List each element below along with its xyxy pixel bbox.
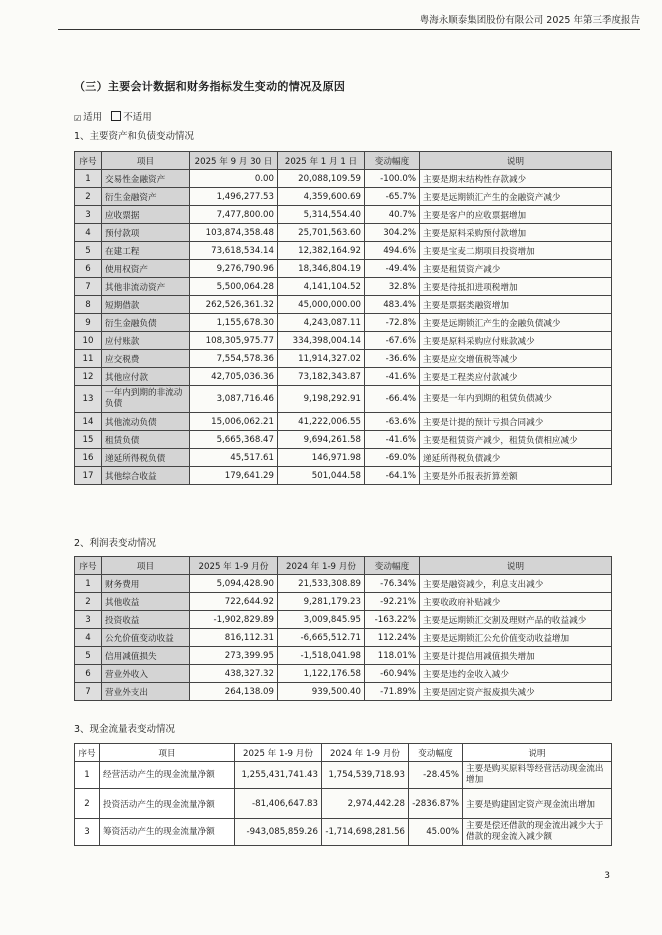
value-prior: 4,243,087.11 (278, 314, 365, 332)
value-current: -1,902,829.89 (190, 611, 278, 629)
row-number: 5 (75, 242, 102, 260)
value-current: 5,665,368.47 (190, 431, 278, 449)
value-prior: -1,518,041.98 (278, 647, 365, 665)
value-prior: 45,000,000.00 (278, 296, 365, 314)
header-divider (58, 29, 640, 30)
table-row (75, 575, 612, 593)
table-row (75, 242, 612, 260)
change-rate: -69.0% (365, 449, 420, 467)
value-prior: 146,971.98 (278, 449, 365, 467)
row-number: 12 (75, 368, 102, 386)
unchecked-checkbox-icon (111, 111, 121, 121)
item-name: 应付账款 (102, 332, 190, 350)
explanation: 递延所得税负债减少 (420, 449, 612, 467)
item-name: 营业外支出 (102, 683, 190, 701)
value-prior: 939,500.40 (278, 683, 365, 701)
item-name: 一年内到期的非流动负债 (102, 386, 190, 413)
explanation: 主要是违约金收入减少 (420, 665, 612, 683)
change-rate: -2836.87% (409, 789, 463, 819)
row-number: 3 (75, 206, 102, 224)
value-current: 273,399.95 (190, 647, 278, 665)
row-number: 10 (75, 332, 102, 350)
table-row (75, 224, 612, 242)
row-number: 3 (75, 611, 102, 629)
explanation: 主要是外币报表折算差额 (420, 467, 612, 485)
item-name: 其他综合收益 (102, 467, 190, 485)
item-name: 应交税费 (102, 350, 190, 368)
item-name: 使用权资产 (102, 260, 190, 278)
table-row (75, 170, 612, 188)
change-rate: -163.22% (365, 611, 420, 629)
row-number: 1 (75, 170, 102, 188)
value-prior: 1,754,539,718.93 (322, 762, 409, 789)
row-number: 7 (75, 683, 102, 701)
table-row (75, 647, 612, 665)
table-row (75, 278, 612, 296)
row-number: 2 (75, 188, 102, 206)
value-current: 73,618,534.14 (190, 242, 278, 260)
table-row (75, 350, 612, 368)
row-number: 11 (75, 350, 102, 368)
row-number: 4 (75, 629, 102, 647)
explanation: 主要是购买原料等经营活动现金流出增加 (463, 762, 612, 789)
value-prior: 9,198,292.91 (278, 386, 365, 413)
column-header: 说明 (420, 557, 612, 575)
value-prior: 11,914,327.02 (278, 350, 365, 368)
value-prior: 1,122,176.58 (278, 665, 365, 683)
column-header: 2025 年 1-9 月份 (190, 557, 278, 575)
column-header: 说明 (463, 744, 612, 762)
item-name: 筹资活动产生的现金流量净额 (100, 819, 235, 846)
table-row (75, 629, 612, 647)
change-rate: 32.8% (365, 278, 420, 296)
value-current: -943,085,859.26 (235, 819, 322, 846)
value-prior: 18,346,804.19 (278, 260, 365, 278)
explanation: 主要是租赁资产减少 (420, 260, 612, 278)
change-rate: -63.6% (365, 413, 420, 431)
row-number: 9 (75, 314, 102, 332)
table-row (75, 260, 612, 278)
item-name: 衍生金融负债 (102, 314, 190, 332)
row-number: 8 (75, 296, 102, 314)
change-rate: -67.6% (365, 332, 420, 350)
table2-caption: 2、利润表变动情况 (74, 538, 157, 549)
change-rate: 40.7% (365, 206, 420, 224)
table-row (75, 683, 612, 701)
table-header-row (75, 557, 612, 575)
explanation: 主要是远期锁汇产生的金融负债减少 (420, 314, 612, 332)
column-header: 项目 (102, 557, 190, 575)
row-number: 6 (75, 665, 102, 683)
cash-flow-table (74, 743, 612, 846)
item-name: 在建工程 (102, 242, 190, 260)
item-name: 其他非流动资产 (102, 278, 190, 296)
value-prior: 5,314,554.40 (278, 206, 365, 224)
explanation: 主要是票据类融资增加 (420, 296, 612, 314)
change-rate: -36.6% (365, 350, 420, 368)
value-current: 3,087,716.46 (190, 386, 278, 413)
change-rate: 494.6% (365, 242, 420, 260)
value-prior: 501,044.58 (278, 467, 365, 485)
value-prior: 2,974,442.28 (322, 789, 409, 819)
explanation: 主要是待抵扣进项税增加 (420, 278, 612, 296)
explanation: 主要是原料采购应付账款减少 (420, 332, 612, 350)
table-row (75, 368, 612, 386)
column-header: 项目 (100, 744, 235, 762)
change-rate: -65.7% (365, 188, 420, 206)
value-prior: 73,182,343.87 (278, 368, 365, 386)
item-name: 其他收益 (102, 593, 190, 611)
explanation: 主要是偿还借款的现金流出减少大于借款的现金流入减少额 (463, 819, 612, 846)
column-header: 变动幅度 (365, 152, 420, 170)
value-prior: 3,009,845.95 (278, 611, 365, 629)
item-name: 其他流动负债 (102, 413, 190, 431)
value-current: 108,305,975.77 (190, 332, 278, 350)
table1-caption: 1、主要资产和负债变动情况 (74, 131, 195, 142)
change-rate: 112.24% (365, 629, 420, 647)
explanation: 主要是固定资产报废损失减少 (420, 683, 612, 701)
column-header: 序号 (75, 152, 102, 170)
row-number: 1 (75, 762, 100, 789)
explanation: 主要是计提的预计亏损合同减少 (420, 413, 612, 431)
value-current: -81,406,647.83 (235, 789, 322, 819)
value-prior: 9,694,261.58 (278, 431, 365, 449)
item-name: 递延所得税负债 (102, 449, 190, 467)
item-name: 信用减值损失 (102, 647, 190, 665)
applicable-label: 适用 (83, 112, 103, 123)
value-current: 438,327.32 (190, 665, 278, 683)
table-row (75, 593, 612, 611)
change-rate: -41.6% (365, 368, 420, 386)
change-rate: -72.8% (365, 314, 420, 332)
item-name: 投资活动产生的现金流量净额 (100, 789, 235, 819)
value-current: 722,644.92 (190, 593, 278, 611)
table-row (75, 789, 612, 819)
row-number: 14 (75, 413, 102, 431)
change-rate: 483.4% (365, 296, 420, 314)
value-prior: 334,398,004.14 (278, 332, 365, 350)
table-row (75, 431, 612, 449)
table-row (75, 206, 612, 224)
row-number: 13 (75, 386, 102, 413)
item-name: 公允价值变动收益 (102, 629, 190, 647)
value-current: 264,138.09 (190, 683, 278, 701)
change-rate: -100.0% (365, 170, 420, 188)
table-row (75, 296, 612, 314)
row-number: 2 (75, 593, 102, 611)
explanation: 主要收政府补贴减少 (420, 593, 612, 611)
explanation: 主要是一年内到期的租赁负债减少 (420, 386, 612, 413)
table-row (75, 332, 612, 350)
row-number: 5 (75, 647, 102, 665)
value-current: 103,874,358.48 (190, 224, 278, 242)
value-current: 45,517.61 (190, 449, 278, 467)
explanation: 主要是购建固定资产现金流出增加 (463, 789, 612, 819)
value-prior: 9,281,179.23 (278, 593, 365, 611)
item-name: 营业外收入 (102, 665, 190, 683)
change-rate: -66.4% (365, 386, 420, 413)
table3-caption: 3、现金流量表变动情况 (74, 724, 176, 735)
value-prior: 4,141,104.52 (278, 278, 365, 296)
item-name: 应收票据 (102, 206, 190, 224)
value-current: 816,112.31 (190, 629, 278, 647)
value-current: 179,641.29 (190, 467, 278, 485)
value-current: 15,006,062.21 (190, 413, 278, 431)
checked-checkbox-icon: ☑ (74, 114, 82, 123)
value-current: 1,155,678.30 (190, 314, 278, 332)
explanation: 主要是计提信用减值损失增加 (420, 647, 612, 665)
item-name: 投资收益 (102, 611, 190, 629)
row-number: 2 (75, 789, 100, 819)
column-header: 序号 (75, 744, 100, 762)
table-row (75, 188, 612, 206)
item-name: 其他应付款 (102, 368, 190, 386)
change-rate: 45.00% (409, 819, 463, 846)
explanation: 主要是客户的应收票据增加 (420, 206, 612, 224)
table-row (75, 413, 612, 431)
change-rate: -76.34% (365, 575, 420, 593)
explanation: 主要是期末结构性存款减少 (420, 170, 612, 188)
row-number: 1 (75, 575, 102, 593)
explanation: 主要是融资减少，利息支出减少 (420, 575, 612, 593)
not-applicable-label: 不适用 (123, 112, 152, 123)
value-prior: -1,714,698,281.56 (322, 819, 409, 846)
row-number: 7 (75, 278, 102, 296)
value-prior: 4,359,600.69 (278, 188, 365, 206)
table-header-row (75, 744, 612, 762)
item-name: 短期借款 (102, 296, 190, 314)
row-number: 3 (75, 819, 100, 846)
value-current: 5,500,064.28 (190, 278, 278, 296)
row-number: 6 (75, 260, 102, 278)
applicability-row (74, 109, 152, 123)
report-header: 粤海永顺泰集团股份有限公司 2025 年第三季度报告 (419, 15, 640, 26)
explanation: 主要是应交增值税等减少 (420, 350, 612, 368)
value-current: 1,255,431,741.43 (235, 762, 322, 789)
item-name: 经营活动产生的现金流量净额 (100, 762, 235, 789)
item-name: 交易性金融资产 (102, 170, 190, 188)
value-current: 262,526,361.32 (190, 296, 278, 314)
value-current: 1,496,277.53 (190, 188, 278, 206)
explanation: 主要是租赁资产减少，租赁负债相应减少 (420, 431, 612, 449)
value-current: 9,276,790.96 (190, 260, 278, 278)
value-prior: 20,088,109.59 (278, 170, 365, 188)
column-header: 项目 (102, 152, 190, 170)
change-rate: 118.01% (365, 647, 420, 665)
column-header: 序号 (75, 557, 102, 575)
value-prior: 25,701,563.60 (278, 224, 365, 242)
row-number: 17 (75, 467, 102, 485)
table-row (75, 665, 612, 683)
explanation: 主要是远期锁汇产生的金融资产减少 (420, 188, 612, 206)
table-row (75, 314, 612, 332)
explanation: 主要是工程类应付款减少 (420, 368, 612, 386)
value-current: 0.00 (190, 170, 278, 188)
value-prior: 41,222,006.55 (278, 413, 365, 431)
change-rate: -49.4% (365, 260, 420, 278)
item-name: 租赁负债 (102, 431, 190, 449)
row-number: 16 (75, 449, 102, 467)
change-rate: -64.1% (365, 467, 420, 485)
value-current: 5,094,428.90 (190, 575, 278, 593)
table-row (75, 762, 612, 789)
change-rate: -41.6% (365, 431, 420, 449)
change-rate: -28.45% (409, 762, 463, 789)
value-current: 42,705,036.36 (190, 368, 278, 386)
change-rate: -71.89% (365, 683, 420, 701)
item-name: 财务费用 (102, 575, 190, 593)
column-header: 2025 年 1 月 1 日 (278, 152, 365, 170)
row-number: 4 (75, 224, 102, 242)
table-row (75, 386, 612, 413)
value-prior: 21,533,308.89 (278, 575, 365, 593)
value-prior: 12,382,164.92 (278, 242, 365, 260)
table-row (75, 819, 612, 846)
explanation: 主要是远期锁汇公允价值变动收益增加 (420, 629, 612, 647)
row-number: 15 (75, 431, 102, 449)
item-name: 预付款项 (102, 224, 190, 242)
column-header: 2025 年 1-9 月份 (235, 744, 322, 762)
column-header: 说明 (420, 152, 612, 170)
value-prior: -6,665,512.71 (278, 629, 365, 647)
change-rate: 304.2% (365, 224, 420, 242)
change-rate: -60.94% (365, 665, 420, 683)
value-current: 7,477,800.00 (190, 206, 278, 224)
page-number: 3 (604, 871, 610, 881)
section-title: （三）主要会计数据和财务指标发生变动的情况及原因 (74, 80, 346, 93)
income-statement-table (74, 556, 612, 701)
column-header: 2025 年 9 月 30 日 (190, 152, 278, 170)
table-header-row (75, 152, 612, 170)
table-row (75, 449, 612, 467)
column-header: 变动幅度 (409, 744, 463, 762)
column-header: 变动幅度 (365, 557, 420, 575)
table-row (75, 611, 612, 629)
table-row (75, 467, 612, 485)
explanation: 主要是远期锁汇交割及理财产品的收益减少 (420, 611, 612, 629)
value-current: 7,554,578.36 (190, 350, 278, 368)
assets-liabilities-table (74, 151, 612, 485)
column-header: 2024 年 1-9 月份 (278, 557, 365, 575)
column-header: 2024 年 1-9 月份 (322, 744, 409, 762)
item-name: 衍生金融资产 (102, 188, 190, 206)
explanation: 主要是宝麦二期项目投资增加 (420, 242, 612, 260)
explanation: 主要是原料采购预付款增加 (420, 224, 612, 242)
change-rate: -92.21% (365, 593, 420, 611)
